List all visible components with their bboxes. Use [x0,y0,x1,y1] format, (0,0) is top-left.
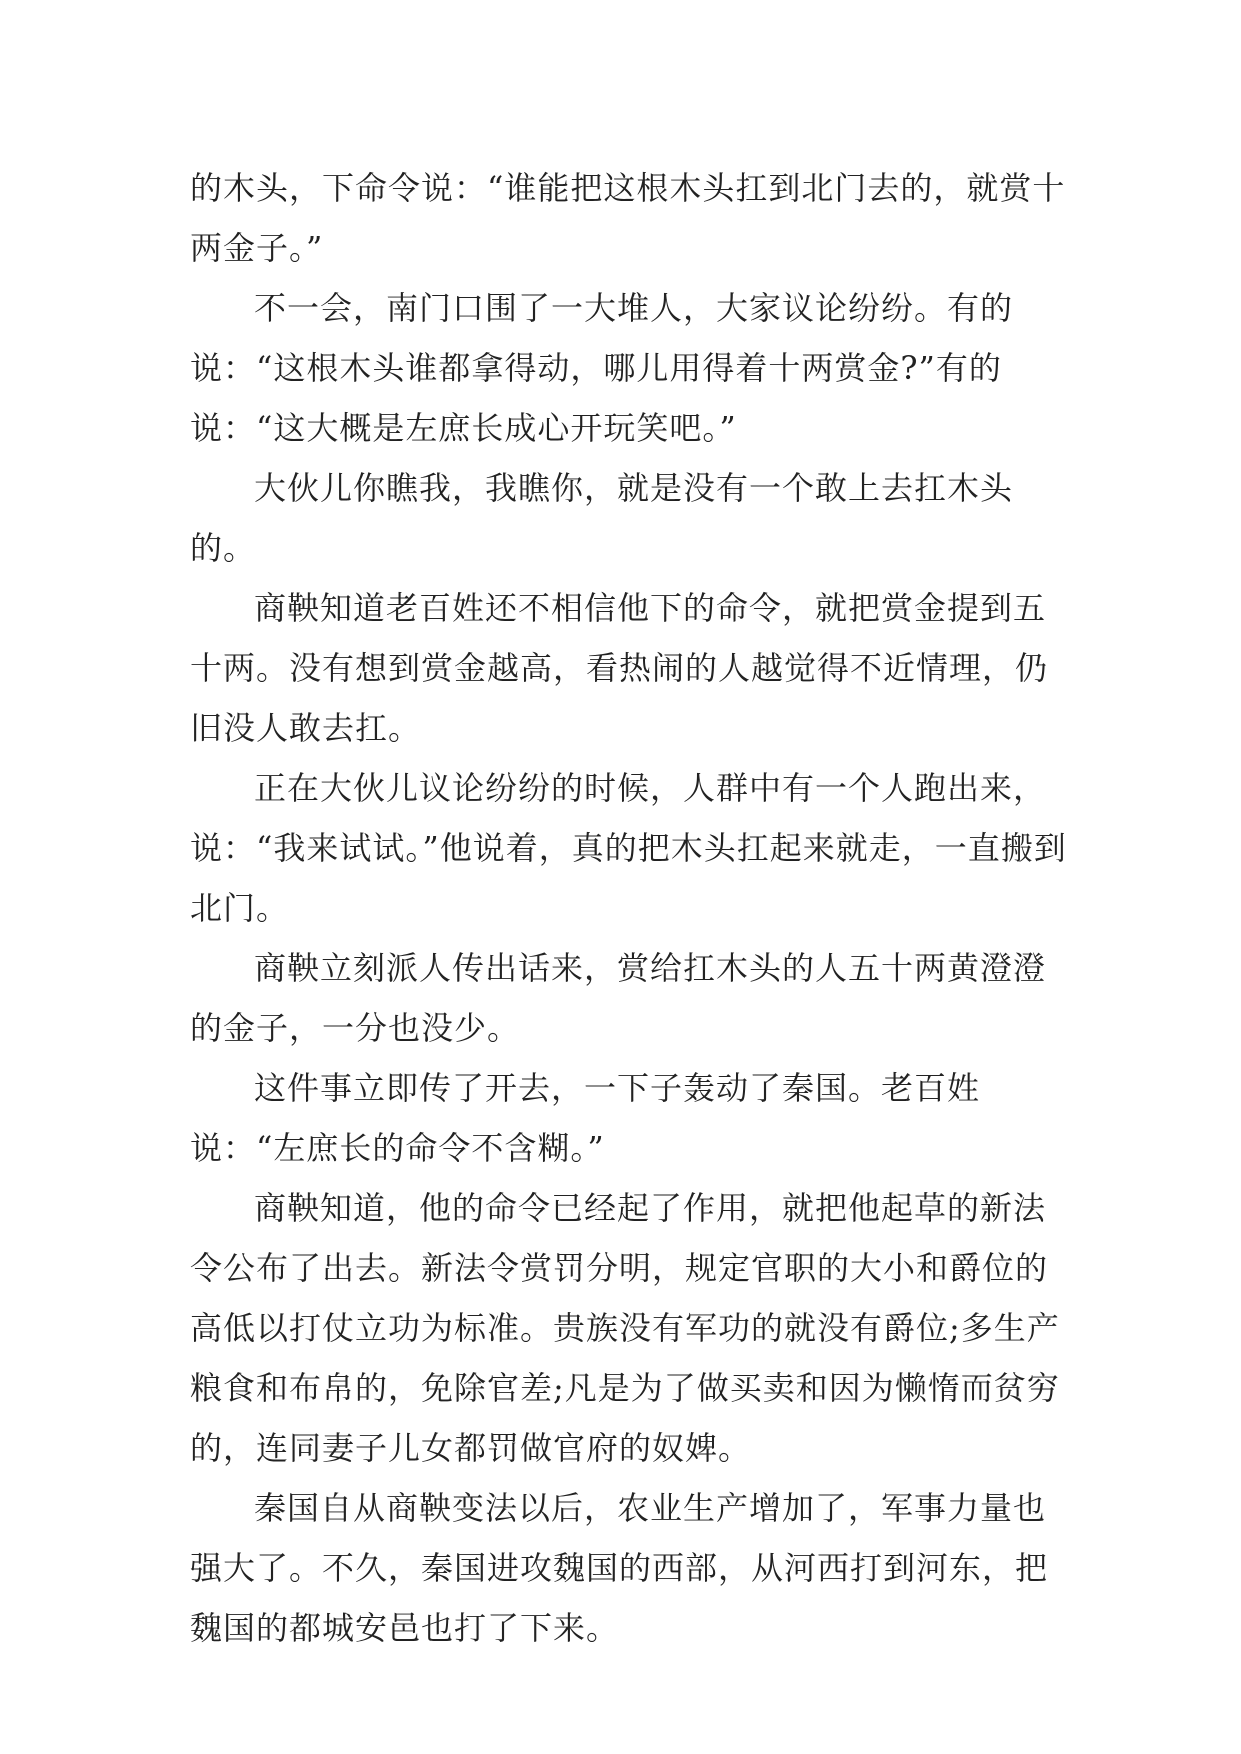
paragraph-8: 商鞅知道，他的命令已经起了作用，就把他起草的新法令公布了出去。新法令赏罚分明，规定官职的大小和爵位的高低以打仗立功为标准。贵族没有军功的就没有爵位;多生产粮食和布帛的，免除官差;凡是为了做买卖和因为懒惰而贫穷的，连同妻子儿女都罚做官府的奴婢。 [190,1189,1060,1467]
paragraph-9: 秦国自从商鞅变法以后，农业生产增加了，军事力量也强大了。不久，秦国进攻魏国的西部，从河西打到河东，把魏国的都城安邑也打了下来。 [190,1489,1049,1647]
paragraph-1: 的木头，下命令说：“谁能把这根木头扛到北门去的，就赏十两金子。” [190,169,1066,267]
paragraph-4: 商鞅知道老百姓还不相信他下的命令，就把赏金提到五十两。没有想到赏金越高，看热闹的人越觉得不近情理，仍旧没人敢去扛。 [190,589,1049,747]
paragraph-2: 不一会，南门口围了一大堆人，大家议论纷纷。有的说：“这根木头谁都拿得动，哪儿用得着十两赏金?”有的说：“这大概是左庶长成心开玩笑吧。” [190,289,1014,447]
document-body [190,158,1070,1658]
paragraph-6: 商鞅立刻派人传出话来，赏给扛木头的人五十两黄澄澄的金子，一分也没少。 [190,949,1047,1047]
paragraph-5: 正在大伙儿议论纷纷的时候，人群中有一个人跑出来，说：“我来试试。”他说着，真的把木头扛起来就走，一直搬到北门。 [190,769,1067,927]
paragraph-3: 大伙儿你瞧我，我瞧你，就是没有一个敢上去扛木头的。 [190,469,1014,567]
paragraph-7: 这件事立即传了开去，一下子轰动了秦国。老百姓说：“左庶长的命令不含糊。” [190,1069,981,1167]
